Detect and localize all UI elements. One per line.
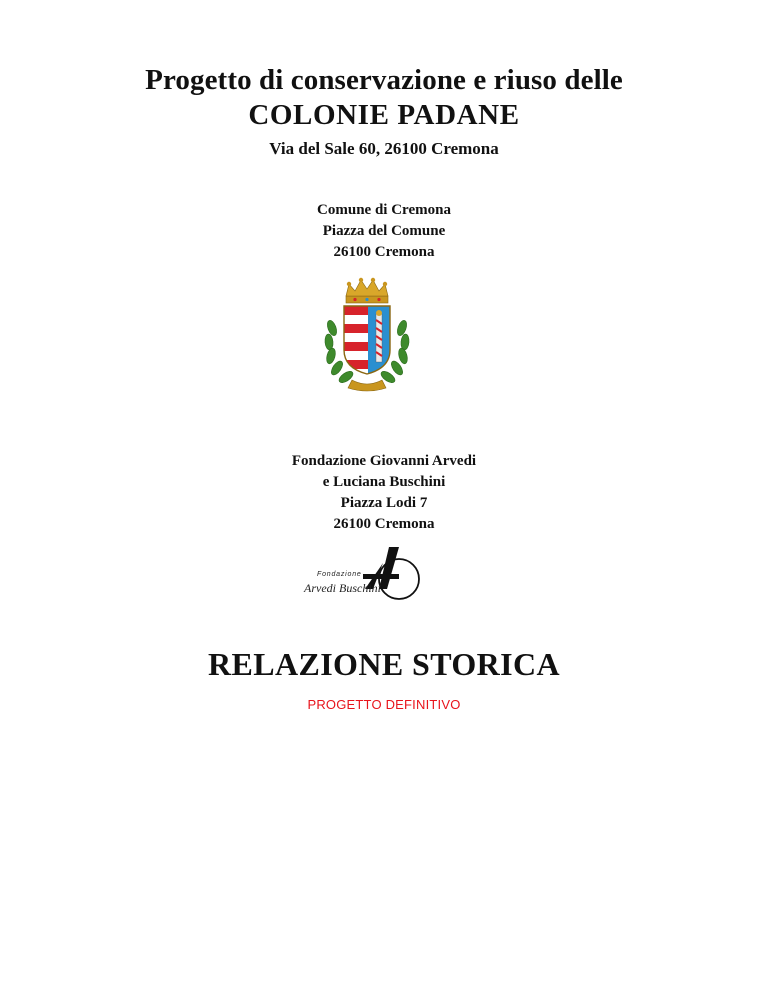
document-main-title: RELAZIONE STORICA xyxy=(207,646,561,682)
fondazione-name: Fondazione Giovanni Arvedi xyxy=(291,453,477,469)
logo-arvedi-buschini-text: Arvedi Buschini xyxy=(304,581,381,595)
title-line-2: COLONIE PADANE xyxy=(248,99,520,131)
fondazione-street: Piazza Lodi 7 xyxy=(340,495,428,511)
comune-street: Piazza del Comune xyxy=(322,223,446,239)
title-line-1: Progetto di conservazione e riuso delle xyxy=(145,64,623,96)
comune-city: 26100 Cremona xyxy=(333,244,435,260)
logo-fondazione-text: Fondazione xyxy=(317,571,362,578)
fondazione-address-block xyxy=(0,451,768,535)
document-subtitle: PROGETTO DEFINITIVO xyxy=(307,697,461,712)
fondazione-name-2: e Luciana Buschini xyxy=(322,474,446,490)
project-address: Via del Sale 60, 26100 Cremona xyxy=(269,139,499,158)
arvedi-buschini-logo-icon xyxy=(303,545,428,601)
cremona-coat-of-arms-icon xyxy=(322,276,412,394)
comune-address-block xyxy=(0,200,768,263)
comune-name: Comune di Cremona xyxy=(317,202,451,218)
fondazione-city: 26100 Cremona xyxy=(333,516,435,532)
